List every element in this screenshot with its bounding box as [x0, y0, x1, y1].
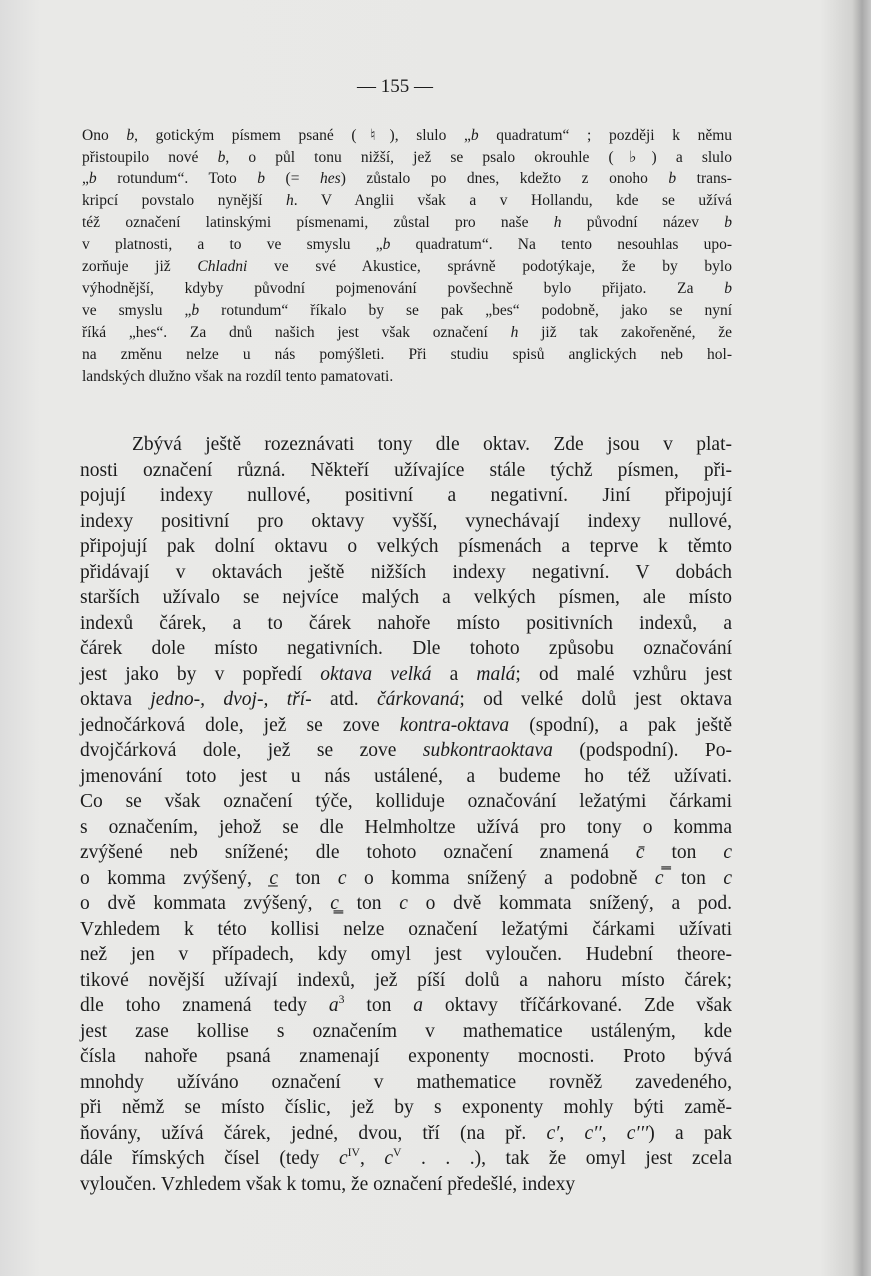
text-segment: . . .), tak že omyl jest zcela	[401, 1148, 732, 1169]
text-segment: (podspodní). Po-	[552, 740, 732, 761]
text-segment: původní název	[561, 214, 725, 231]
text-segment: ton	[278, 867, 338, 889]
text-line	[80, 919, 732, 941]
text-segment: ton	[663, 867, 724, 889]
italic-text: kontra-oktava	[399, 714, 510, 736]
text-line	[80, 1174, 732, 1196]
text-line	[80, 434, 732, 456]
italic-text: c	[723, 842, 732, 863]
text-line	[80, 1097, 732, 1119]
text-segment: v platnosti, a to ve smyslu „	[82, 236, 383, 253]
superscript: V	[393, 1146, 402, 1159]
text-line	[80, 1021, 732, 1043]
text-line	[82, 170, 732, 188]
text-line	[80, 689, 732, 711]
italic-text: b	[668, 170, 677, 187]
text-line	[82, 192, 732, 210]
text-line	[80, 970, 732, 992]
text-segment: dvojčárková dole, jež se zove	[80, 740, 423, 761]
italic-text: h	[553, 214, 562, 231]
text-line	[80, 1123, 732, 1145]
text-segment: , o půl tonu nižší, jež se psalo okrouhle (♭) a slulo	[225, 149, 732, 166]
text-segment: vyloučen. Vzhledem však k tomu, že označení předešlé, indexy	[80, 1173, 576, 1195]
text-line	[82, 346, 732, 364]
italic-text: oktava velká	[320, 663, 432, 685]
text-segment: oktava	[80, 689, 151, 710]
italic-text: c′, c′′, c′′′	[546, 1122, 649, 1144]
text-line	[80, 1072, 732, 1094]
text-segment: (=	[265, 170, 321, 187]
text-segment: Vzhledem k této kollisi nelze označení ležatými čárkami užívati	[80, 918, 732, 940]
superscript: IV	[347, 1146, 360, 1159]
text-line	[82, 324, 732, 342]
text-line	[82, 280, 732, 298]
italic-text: c̄	[635, 842, 645, 863]
text-line	[80, 638, 732, 660]
text-segment: rotundum“ říkalo by se pak „bes“ podobně, jako se nyní	[199, 302, 732, 319]
text-segment: trans-	[676, 170, 732, 187]
text-segment: čárek dole místo negativních. Dle tohoto způsobu označování	[80, 638, 732, 659]
text-segment: quadratum“ ; později k němu	[478, 127, 733, 144]
text-segment: Ono	[82, 127, 127, 144]
text-line	[80, 995, 732, 1017]
italic-text: h	[510, 324, 519, 341]
italic-text: b	[470, 127, 479, 144]
text-line	[82, 148, 732, 167]
text-segment: ; od malé vzhůru jest	[515, 663, 733, 685]
italic-text: b	[126, 127, 135, 144]
text-segment: ,	[359, 1148, 385, 1169]
text-line	[80, 613, 732, 635]
italic-text: c̿	[654, 867, 664, 889]
text-segment: ve své Akustice, správně podotýkaje, že by bylo	[247, 258, 732, 275]
text-line	[80, 485, 732, 507]
text-segment: , gotickým písmem psané (♮), slulo „	[134, 127, 471, 144]
text-segment: čísla nahoře psaná znamenají exponenty mocnosti. Proto bývá	[80, 1046, 732, 1067]
text-segment: (spodní), a pak ještě	[509, 714, 732, 736]
text-line	[80, 791, 732, 813]
text-line	[80, 511, 732, 533]
text-segment: přistoupilo nové	[82, 149, 218, 166]
italic-text: c	[337, 867, 347, 889]
text-line	[80, 868, 732, 890]
text-segment: Co se však označení týče, kolliduje označování ležatými čárkami	[80, 791, 732, 812]
text-line	[82, 302, 732, 320]
text-line	[80, 740, 732, 762]
text-line	[80, 817, 732, 839]
text-line	[80, 460, 732, 482]
italic-text: b	[217, 149, 226, 166]
italic-text: b	[191, 302, 200, 319]
italic-text: jedno-, dvoj-, tří-	[150, 689, 312, 710]
text-segment: indexy positivní pro oktavy vyšší, vynechávají indexy nullové,	[80, 510, 732, 532]
text-segment: přidávají v oktavách ještě nižších indexy negativní. V dobách	[80, 561, 732, 583]
italic-text: b	[257, 170, 265, 187]
italic-text: c	[338, 1148, 348, 1169]
italic-text: b	[88, 170, 97, 187]
italic-text: c̳	[330, 893, 339, 914]
text-segment: již tak zakořeněné, že	[518, 324, 733, 341]
text-segment: tikové novější užívají indexů, jež píší dolů a nahoru místo čárek;	[80, 969, 732, 991]
text-segment: landských dlužno však na rozdíl tento pamatovati.	[82, 368, 394, 385]
text-segment: pojují indexy nullové, positivní a negativní. Jiní připojují	[80, 485, 732, 506]
text-segment: ton	[344, 995, 414, 1016]
text-segment: ňovány, užívá čárek, jedné, dvou, tří (na př.	[80, 1122, 547, 1144]
page-number: — 155 —	[357, 76, 433, 97]
text-segment: na změnu nelze u nás pomýšleti. Při studiu spisů anglických neb hol-	[82, 346, 732, 363]
italic-text: b	[724, 280, 732, 297]
text-segment: Zbývá ještě rozeznávati tony dle oktav. Zde jsou v plat-	[132, 434, 732, 455]
text-segment: quadratum“. Na tento nesouhlas upo-	[390, 236, 732, 253]
text-segment: kripcí povstalo nynější	[82, 192, 286, 209]
text-segment: zorňuje již	[82, 258, 198, 275]
italic-text: subkontraoktava	[422, 740, 553, 761]
text-line	[80, 587, 732, 609]
text-segment: připojují pak dolní oktavu o velkých písmenách a teprve k těmto	[80, 536, 732, 557]
text-segment: s označením, jehož se dle Helmholtze užívá pro tony o komma	[80, 816, 732, 838]
text-line	[80, 766, 732, 788]
text-line	[80, 562, 732, 584]
italic-text: a	[413, 995, 423, 1016]
text-segment: a	[431, 663, 477, 685]
text-segment: mnohdy užíváno označení v mathematice rovněž zavedeného,	[80, 1071, 732, 1093]
text-segment: výhodnější, kdyby původní pojmenování povšechně bylo přijato. Za	[82, 280, 725, 297]
italic-text: b	[724, 214, 732, 231]
text-segment: při němž se místo číslic, jež by s exponenty mohly býti zamě-	[80, 1097, 732, 1118]
text-segment: ; od velké dolů jest oktava	[459, 689, 732, 710]
italic-text: hes	[320, 170, 341, 187]
text-segment: o komma snížený a podobně	[346, 867, 655, 889]
text-segment: dále římských čísel (tedy	[80, 1148, 339, 1169]
text-segment: též označení latinskými písmenami, zůstal pro naše	[82, 214, 554, 231]
text-segment: ) zůstalo po dnes, kdežto z onoho	[340, 170, 669, 187]
text-segment: než jen v případech, kdy omyl jest vyloučen. Hudební theore-	[80, 944, 732, 965]
text-line	[82, 126, 732, 145]
text-segment: ) a pak	[648, 1122, 732, 1144]
italic-text: h	[285, 192, 294, 209]
text-segment: „	[82, 170, 89, 187]
text-line	[82, 214, 732, 232]
italic-text: b	[382, 236, 391, 253]
text-segment: ve smyslu „	[82, 302, 192, 319]
italic-text: čárkovaná	[377, 689, 460, 710]
text-segment: indexů čárek, a to čárek nahoře místo positivních indexů, a	[80, 612, 732, 634]
text-line	[80, 893, 732, 915]
text-segment: o dvě kommata zvýšený,	[80, 893, 331, 914]
text-segment: oktavy tříčárkované. Zde však	[422, 995, 732, 1016]
text-line	[80, 715, 732, 737]
text-segment: jmenování toto jest u nás ustálené, a budeme ho též užívati.	[80, 765, 732, 787]
text-segment: . V Anglii však a v Hollandu, kde se užívá	[293, 192, 732, 209]
text-line	[82, 236, 732, 254]
text-segment: ton	[644, 842, 724, 863]
text-segment: ton	[338, 893, 400, 914]
italic-text: Chladni	[197, 258, 248, 275]
text-segment: starších užívalo se nejvíce malých a velkých písmen, ale místo	[80, 587, 732, 608]
italic-text: c	[399, 893, 408, 914]
text-segment: o dvě kommata snížený, a pod.	[407, 893, 732, 914]
italic-text: a	[328, 995, 339, 1016]
text-line	[80, 842, 732, 864]
text-segment: jest jako by v popředí	[80, 663, 321, 685]
text-segment: atd.	[311, 689, 378, 710]
superscript: 3	[338, 993, 345, 1006]
italic-text: c̲	[269, 867, 279, 889]
text-line	[80, 664, 732, 686]
text-segment: o komma zvýšený,	[80, 867, 270, 889]
text-line	[80, 944, 732, 966]
text-segment: zvýšené neb snížené; dle tohoto označení znamená	[80, 842, 636, 863]
text-segment: jest zase kollise s označením v mathematice ustáleným, kde	[80, 1020, 732, 1042]
italic-text: c	[723, 867, 732, 889]
text-line	[80, 1046, 732, 1068]
text-segment: rotundum“. Toto	[96, 170, 258, 187]
text-segment: nosti označení různá. Někteří užívajíce stále týchž písmen, při-	[80, 459, 732, 481]
text-line	[82, 368, 732, 386]
text-segment: dle toho znamená tedy	[80, 995, 329, 1016]
text-line	[80, 536, 732, 558]
italic-text: c	[384, 1148, 394, 1169]
text-segment: jednočárková dole, jež se zove	[80, 714, 400, 736]
text-line	[80, 1148, 732, 1170]
text-segment: říká „hes“. Za dnů našich jest však označení	[82, 324, 511, 341]
italic-text: malá	[476, 663, 516, 685]
text-line	[82, 258, 732, 276]
